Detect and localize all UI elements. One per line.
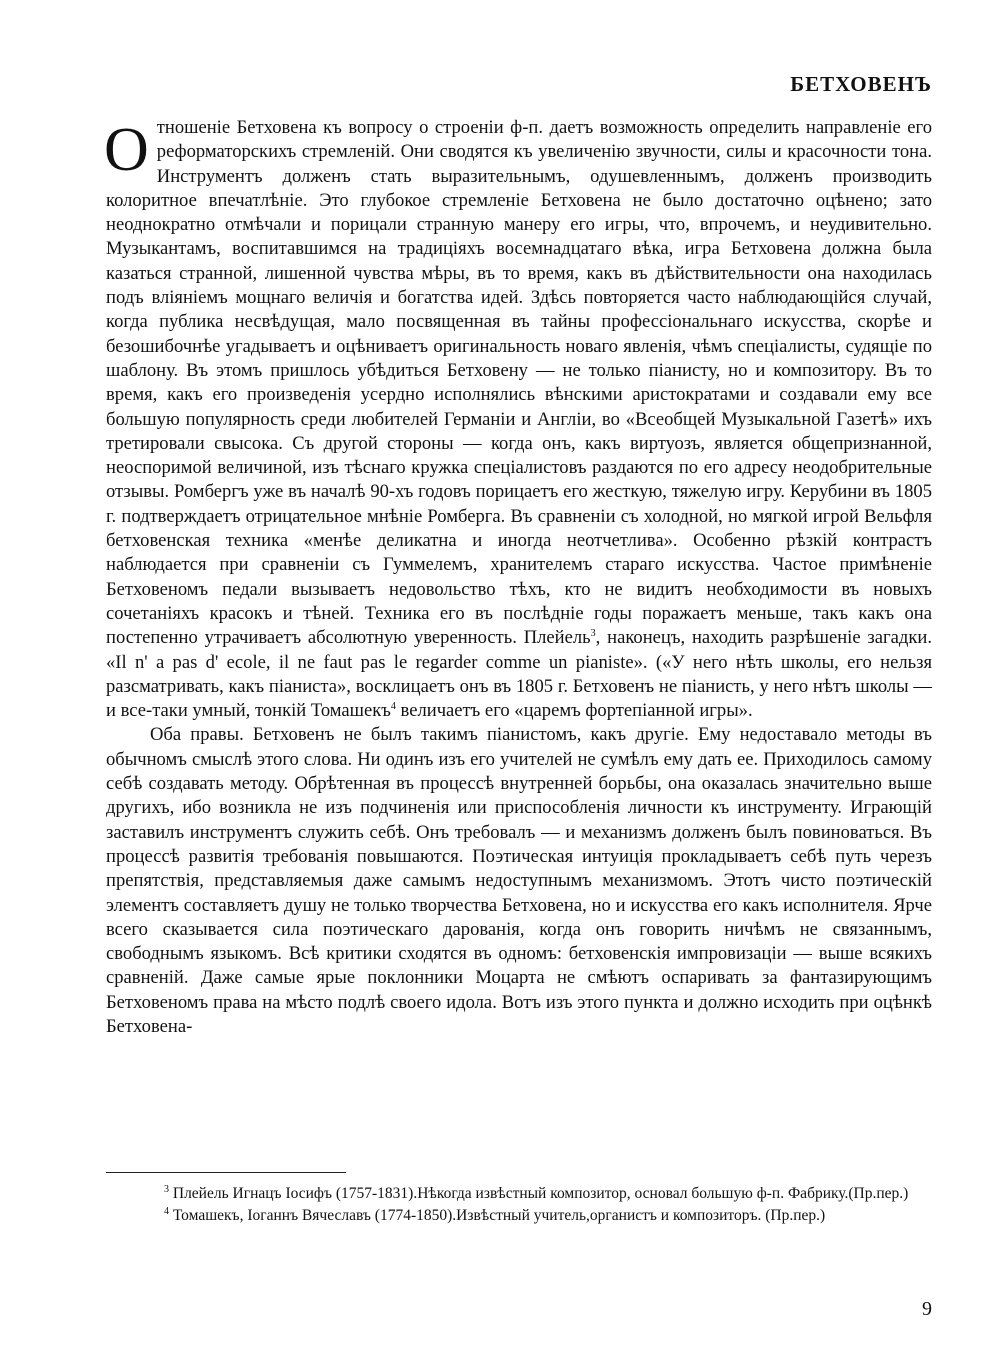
footnote-4 — [106, 1205, 932, 1227]
footnote-3 — [106, 1183, 932, 1205]
paragraph-1-text-b: , наконецъ, находить разрѣшеніе загадки. «Il n' a pas d' ecole, il ne faut pas le regarder comme un pianiste». («У него нѣть школы, его нельзя разсматривать, какъ піаниста», восклицаетъ онъ въ 1805 г. Бетховенъ не піанисть, у него нѣтъ школы — и все-таки умный, тонкій Томашекъ — [106, 627, 932, 722]
paragraph-1-text-a: тношеніе Бетховена къ вопросу о строеніи ф-п. даетъ возможность определить направленіе его реформаторскихъ стремленій. Они сводятся къ увеличенію звучности, силы и красочности тона. Инструментъ долженъ стать выразительнымъ, одушевленнымъ, долженъ производить колоритное впечатлѣніе. Это глубокое стремленіе Бетховена не было достаточно оцѣнено; зато неоднократно отмѣчали и порицали странную манеру его игры, что, впрочемъ, и неудивительно. Музыкантамъ, воспитавшимся на традиціяхъ восемнадцатаго вѣка, игра Бетховена должна была казаться странной, лишенной чувства мѣры, въ то время, какъ въ дѣйствительности она находилась подъ вліяніемъ мощнаго величія и богатства идей. Здѣсь повторяется часто наблюдающійся случай, когда публика несвѣдущая, мало посвященная въ тайны профессіональнаго искусства, скорѣе и безошибочнѣе угадываетъ и оцѣниваетъ оригинальность новаго явленія, чѣмъ спеціалисты, судящіе по шаблону. Въ этомъ пришлось убѣдиться Бетховену — не только піанисту, но и композитору. Въ то время, какъ его произведенія усердно исполнялись вѣнскими аристократами и создавали ему все большую популярность среди любителей Германіи и Англіи, во «Всеобщей Музыкальной Газетѣ» ихъ третировали свысока. Съ другой стороны — когда онъ, какъ виртуозъ, является общепризнанной, неоспоримой величиной, изъ тѣснаго кружка спеціалистовъ раздаются по его адресу неодобрительные отзывы. Ромбергъ уже въ началѣ 90-хъ годовъ порицаетъ его жесткую, тяжелую игру. Керубини въ 1805 г. подтверждаетъ отрицательное мнѣніе Ромберга. Въ сравненіи съ холодной, но мягкой игрой Вельфля бетховенская техника «менѣе деликатна и иногда неотчетлива». Особенно рѣзкій контрастъ наблюдается при сравненіи съ Гуммелемъ, хранителемъ стараго искусства. Частое примѣненіе Бетховеномъ педали вызываетъ недовольство тѣхъ, кто не видитъ необходимости въ новыхъ сочетаніяхъ красокъ и тѣней. Техника его въ послѣдніе годы поражаетъ меньше, такъ какъ она постепенно утрачиваетъ абсолютную уверенность. Плейель — [106, 117, 932, 649]
footnote-divider — [106, 1172, 346, 1173]
paragraph-1-text-c: величаетъ его «царемъ фортепіанной игры». — [395, 700, 753, 722]
running-header: БЕТХОВЕНЪ — [790, 72, 932, 96]
footnotes — [106, 1183, 932, 1227]
page-number: 9 — [922, 1298, 932, 1320]
paragraph-1 — [106, 116, 932, 723]
footnote-3-number: 3 — [164, 1183, 169, 1195]
footnote-ref-3: 3 — [590, 628, 596, 640]
paragraph-2: Оба правы. Бетховенъ не былъ такимъ піанистомъ, какъ другіе. Ему недоставало методы въ обычномъ смыслѣ этого слова. Ни одинъ изъ его учителей не сумѣлъ ему дать ее. Приходилось самому себѣ создавать методу. Обрѣтенная въ процессѣ внутренней борьбы, она оказалась значительно выше другихъ, ибо возникла не изъ подчиненія или приспособленія личности къ инструменту. Играющій заставилъ инструментъ служить себѣ. Онъ требовалъ — и механизмъ долженъ былъ повиноваться. Въ процессѣ развитія требованія повышаются. Поэтическая интуиція прокладываетъ себѣ путь черезъ препятствія, представляемыя даже самымъ недоступнымъ механизмомъ. Этотъ чисто поэтическій элементъ составляетъ душу не только творчества Бетховена, но и искусства его какъ исполнителя. Ярче всего сказывается сила поэтическаго дарованія, когда онъ говорить ничѣмъ не связаннымъ, свободнымъ языкомъ. Всѣ критики сходятся въ одномъ: бетховенскія импровизаціи — выше всякихъ сравненій. Даже самые ярые поклонники Моцарта не смѣютъ оспаривать за фантазирующимъ Бетховеномъ права на мѣсто подлѣ своего идола. Вотъ изъ этого пункта и должно исходить при оцѣнкѣ Бетховена- — [106, 724, 932, 1037]
footnote-4-text: Томашекъ, Іоганнъ Вячеславъ (1774-1850).Извѣстный учитель,органистъ и композиторъ. (Пр.пер.) — [172, 1207, 826, 1224]
drop-cap: О — [104, 116, 149, 184]
main-text — [106, 116, 932, 1039]
footnote-ref-4: 4 — [390, 700, 396, 712]
footnote-3-text: Плейель Игнацъ Іосифъ (1757-1831).Нѣкогда извѣстный композитор, основал большую ф-п. Фабрику.(Пр.пер.) — [172, 1185, 909, 1202]
footnote-4-number: 4 — [164, 1205, 169, 1217]
